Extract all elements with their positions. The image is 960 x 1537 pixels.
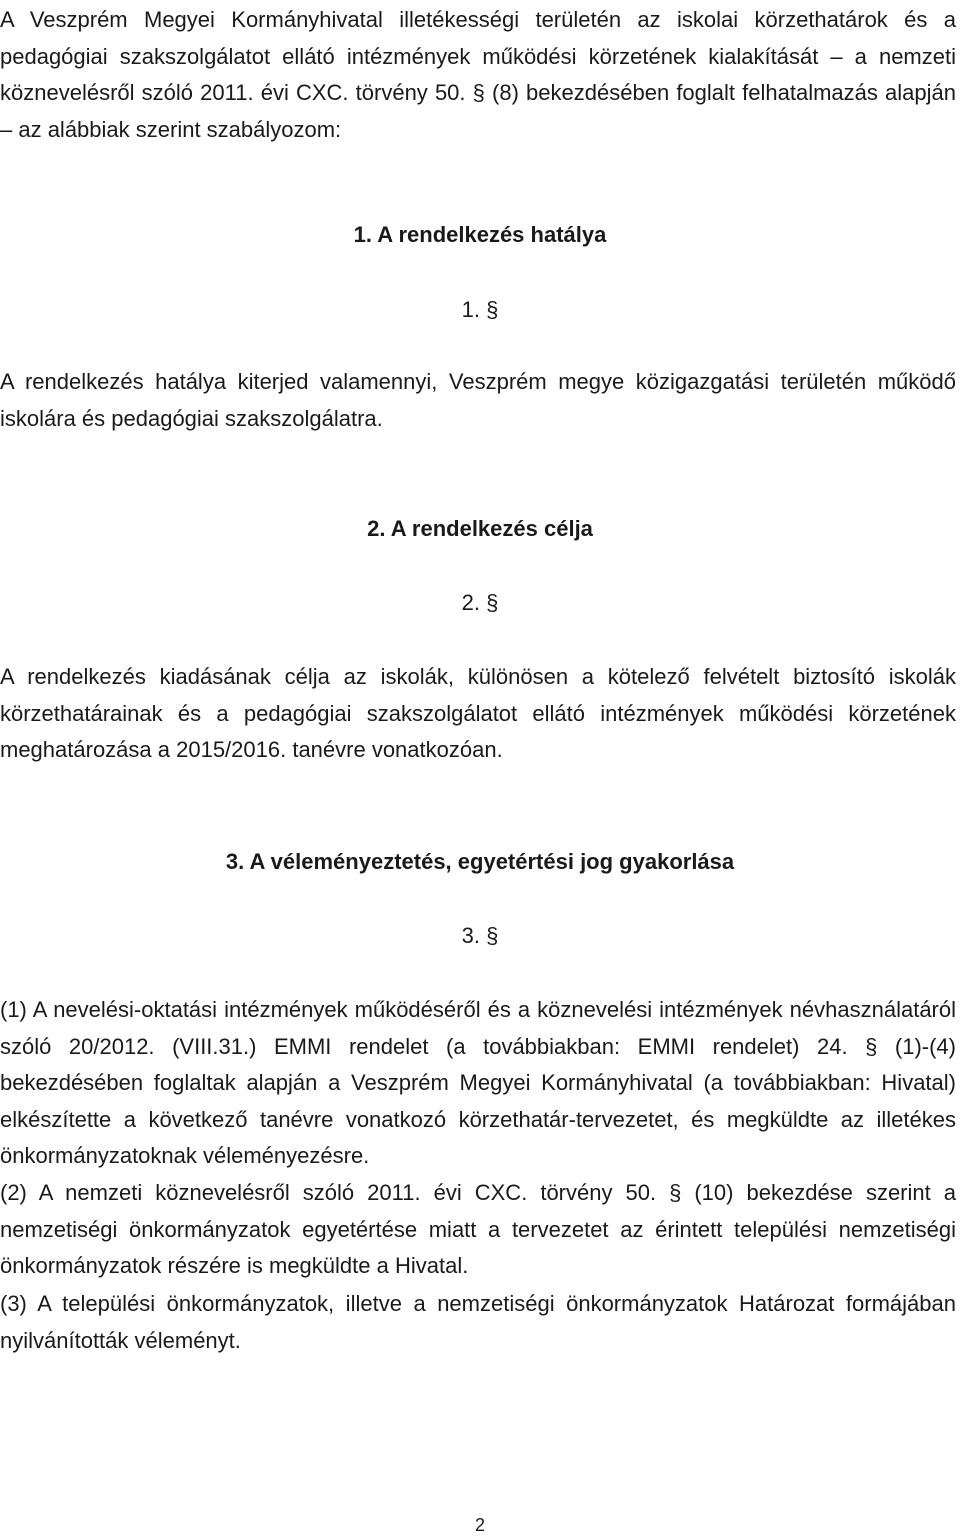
section-heading-3: 3. A véleményeztetés, egyetértési jog gyakorlása	[225, 849, 735, 874]
section-2-body: A rendelkezés kiadásának célja az iskolák, különösen a kötelező felvételt biztosító iskolák körzethatárainak és a pedagógiai szakszolgálatot ellátó intézmények működési körzetének meghatározása a 2015/2016. tanévre vonatkozóan.	[0, 664, 956, 762]
page-number: 2	[474, 1515, 485, 1535]
section-mark-3: 3. §	[461, 923, 499, 948]
section-heading-1: 1. A rendelkezés hatálya	[353, 222, 607, 247]
section-3-item-2: (2) A nemzeti köznevelésről szóló 2011. évi CXC. törvény 50. § (10) bekezdése szerint a nemzetiségi önkormányzatok egyetértése miatt a tervezetet az érintett települési nemzetiségi önkormányzatok részére is megküldte a Hivatal.	[0, 1180, 956, 1278]
intro-paragraph: A Veszprém Megyei Kormányhivatal illetékességi területén az iskolai körzethatárok és a pedagógiai szakszolgálatot ellátó intézmények működési körzetének kialakítását – a nemzeti köznevelésről szóló 2011. évi CXC. törvény 50. § (8) bekezdésében foglalt felhatalmazás alapján – az alábbiak szerint szabályozom:	[0, 7, 956, 142]
section-mark-2: 2. §	[461, 590, 499, 615]
section-1-body: A rendelkezés hatálya kiterjed valamennyi, Veszprém megye közigazgatási területén működő iskolára és pedagógiai szakszolgálatra.	[0, 369, 956, 431]
section-heading-2: 2. A rendelkezés célja	[367, 516, 593, 541]
section-mark-1: 1. §	[461, 297, 499, 322]
section-3-item-1: (1) A nevelési-oktatási intézmények működéséről és a köznevelési intézmények névhasználatáról szóló 20/2012. (VIII.31.) EMMI rendelet (a továbbiakban: EMMI rendelet) 24. § (1)-(4) bekezdésében foglaltak alapján a Veszprém Megyei Kormányhivatal (a továbbiakban: Hivatal) elkészítette a következő tanévre vonatkozó körzethatár-tervezetet, és megküldte az illetékes önkormányzatoknak véleményezésre.	[0, 997, 956, 1168]
section-3-item-3: (3) A települési önkormányzatok, illetve a nemzetiségi önkormányzatok Határozat formájában nyilvánították véleményt.	[0, 1291, 956, 1353]
